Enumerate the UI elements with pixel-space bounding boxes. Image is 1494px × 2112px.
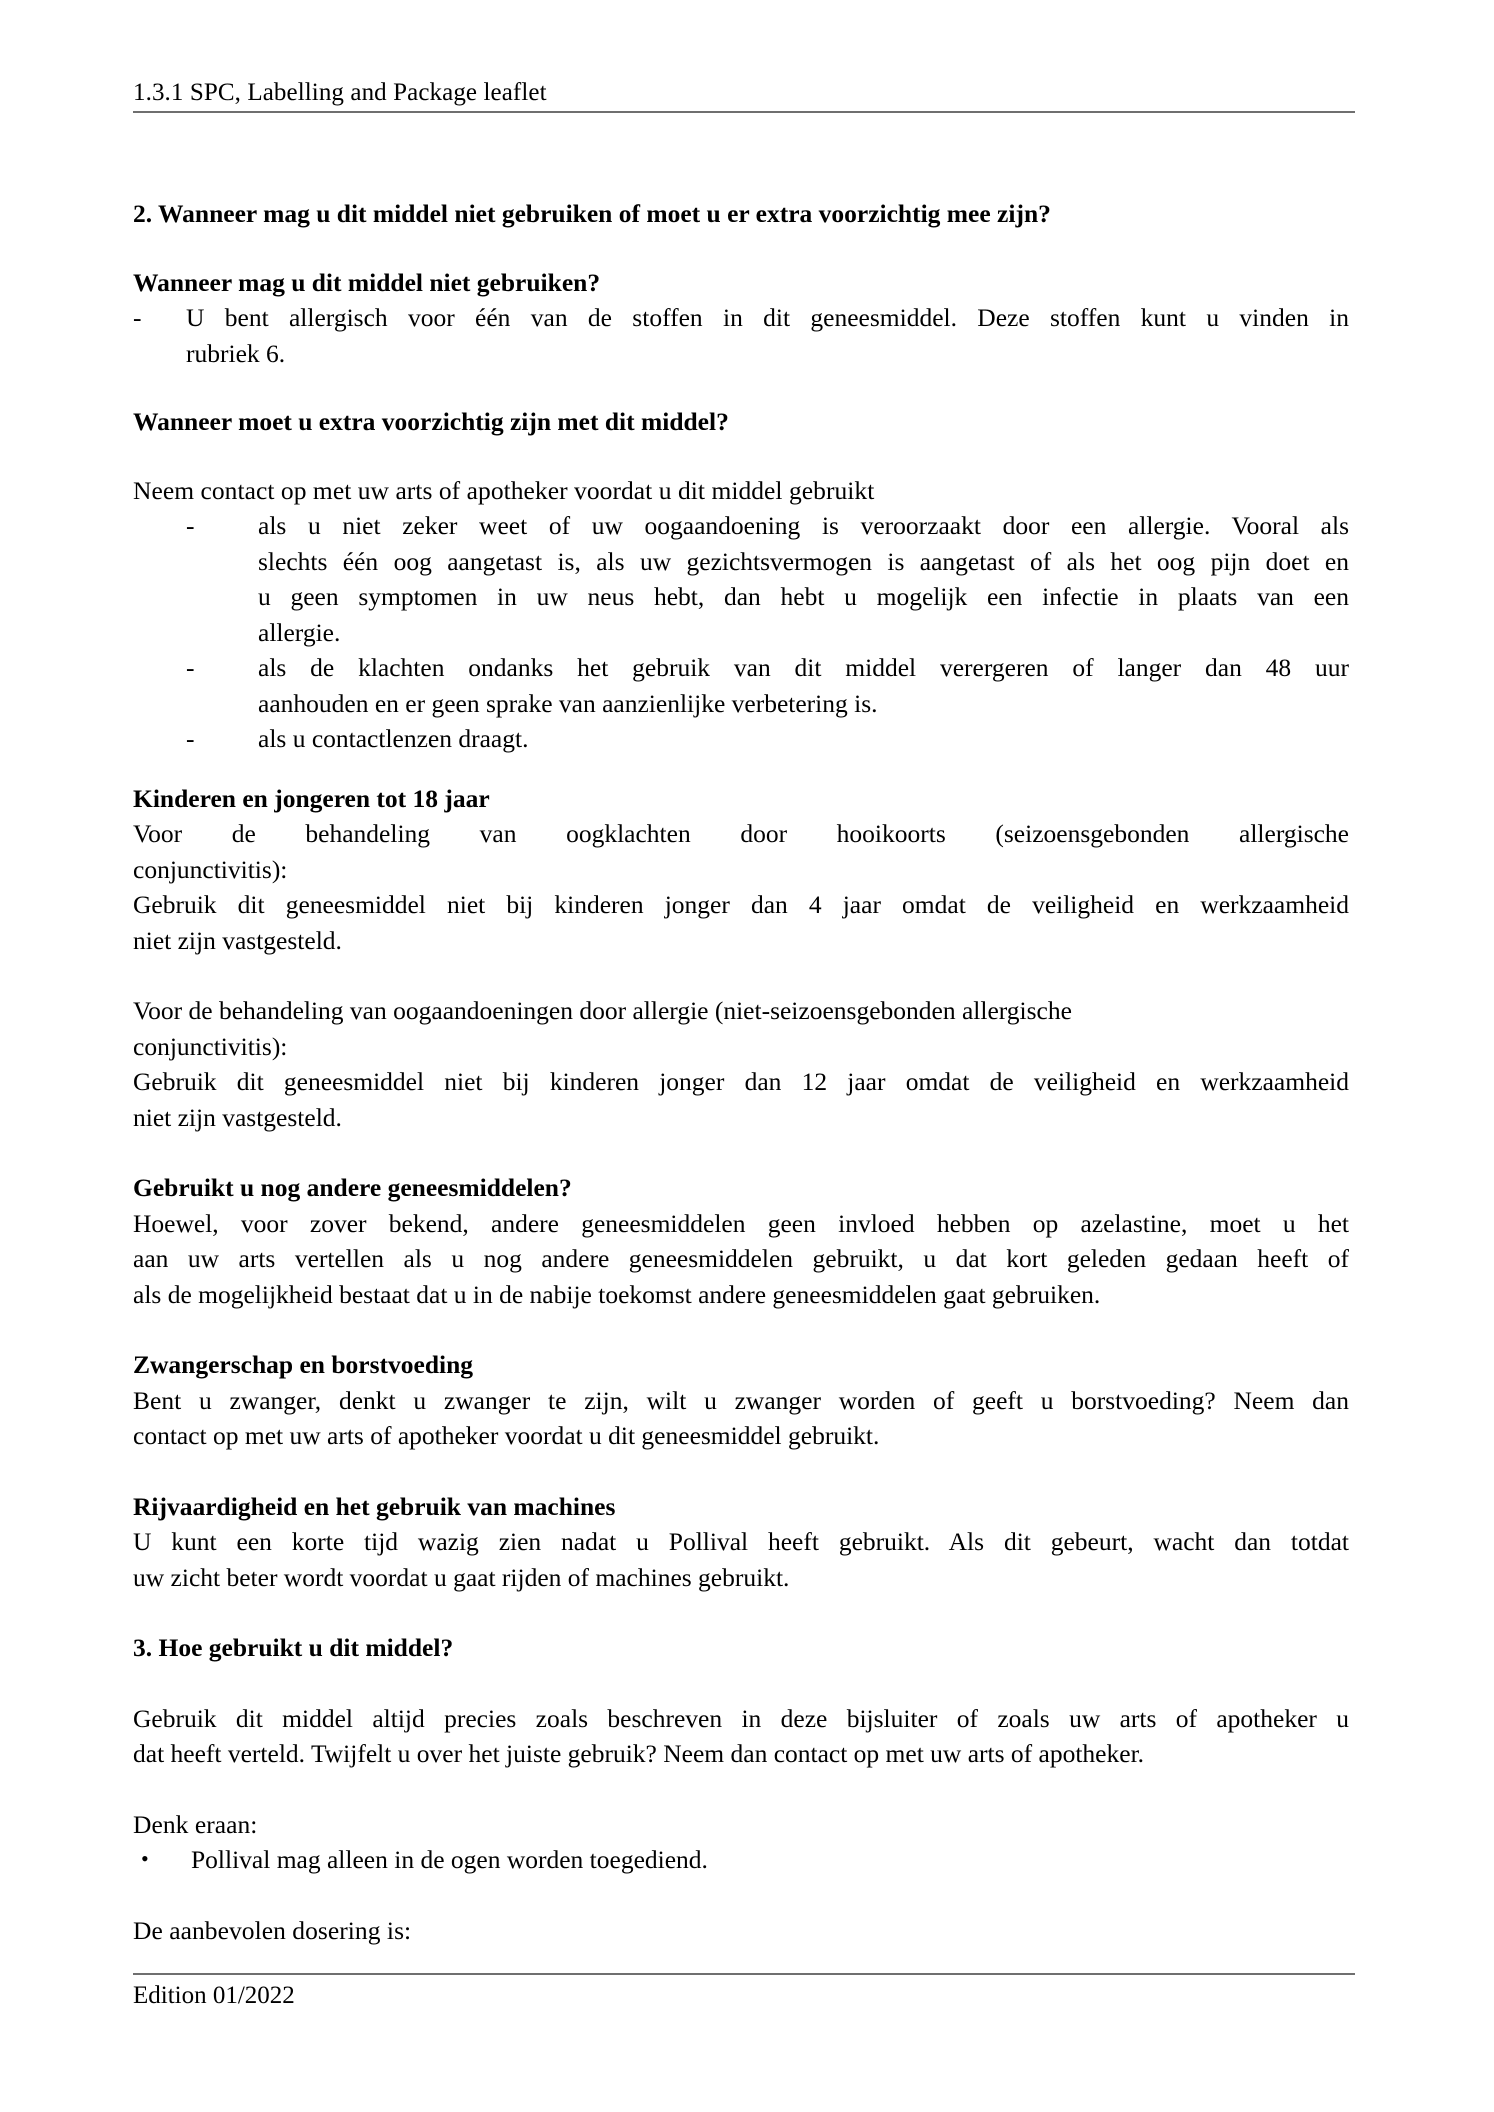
section-2-title: 2. Wanneer mag u dit middel niet gebruiken of moet u er extra voorzichtig mee zijn? xyxy=(133,199,1051,228)
pregnancy-line: Bent u zwanger, denkt u zwanger te zijn, wilt u zwanger worden of geeft u borstvoeding? Neem dan xyxy=(133,1385,1349,1415)
list-item-line: als u niet zeker weet of uw oogaandoening is veroorzaakt door een allergie. Vooral als xyxy=(258,511,1349,540)
use-intro-line: Gebruik dit middel altijd precies zoals beschreven in deze bijsluiter of zoals uw arts of apotheker u xyxy=(133,1703,1349,1733)
list-item xyxy=(186,721,1349,757)
list-item-line: als de klachten ondanks het gebruik van dit middel verergeren of langer dan 48 uur xyxy=(258,653,1349,682)
spacer xyxy=(133,1772,1349,1807)
children-p2-line: Gebruik dit geneesmiddel niet bij kinderen jonger dan 12 jaar omdat de veiligheid en werkzaamheid xyxy=(133,1067,1349,1096)
list-item-line: u geen symptomen in uw neus hebt, dan hebt u mogelijk een infectie in plaats van een xyxy=(258,582,1349,611)
spacer xyxy=(133,1878,1349,1913)
children-p2-line: Voor de behandeling van oogaandoeningen door allergie (niet-seizoensgebonden allergische xyxy=(133,996,1072,1025)
list-item-line: aanhouden en er geen sprake van aanzienlijke verbetering is. xyxy=(258,688,878,718)
spacer xyxy=(133,440,1349,473)
spacer xyxy=(133,1454,1349,1489)
list-item xyxy=(133,1842,1349,1878)
heading-extra-care: Wanneer moet u extra voorzichtig zijn met dit middel? xyxy=(133,407,729,436)
page-footer xyxy=(133,1973,1355,2011)
driving-line: U kunt een korte tijd wazig zien nadat u Pollival heeft gebruikt. Als dit gebeurt, wacht dan totdat xyxy=(133,1527,1349,1556)
children-p2-line: conjunctivitis): xyxy=(133,1031,288,1061)
spacer xyxy=(133,371,1349,404)
dose-intro: De aanbevolen dosering is: xyxy=(133,1915,412,1945)
dash-marker: - xyxy=(186,724,195,753)
spacer xyxy=(133,757,1349,781)
document-body xyxy=(133,196,1349,1948)
contact-intro-paragraph: Neem contact op met uw arts of apotheker voordat u dit middel gebruikt xyxy=(133,475,875,505)
children-p1-line: niet zijn vastgesteld. xyxy=(133,925,342,955)
list-item xyxy=(186,508,1349,650)
list-item xyxy=(186,650,1349,721)
bullet-marker: • xyxy=(141,1846,149,1871)
extra-care-list xyxy=(186,508,1349,757)
other-meds-line: als de mogelijkheid bestaat dat u in de nabije toekomst andere geneesmiddelen gaat gebruiken. xyxy=(133,1279,1101,1309)
edition-label: Edition 01/2022 xyxy=(133,1982,295,2009)
use-intro-line: dat heeft verteld. Twijfelt u over het juiste gebruik? Neem dan contact op met uw arts of apotheker. xyxy=(133,1739,1145,1768)
driving-line: uw zicht beter wordt voordat u gaat rijden of machines gebruikt. xyxy=(133,1562,790,1592)
heading-children: Kinderen en jongeren tot 18 jaar xyxy=(133,783,490,813)
list-item-line: allergie. xyxy=(258,617,341,647)
dash-marker: - xyxy=(186,511,195,540)
not-use-list xyxy=(133,300,1349,371)
children-p1-line: conjunctivitis): xyxy=(133,854,288,884)
spacer xyxy=(133,1312,1349,1347)
heading-when-not-use: Wanneer mag u dit middel niet gebruiken? xyxy=(133,267,601,297)
section-3-title: 3. Hoe gebruikt u dit middel? xyxy=(133,1633,454,1662)
remember-list xyxy=(133,1842,1349,1878)
list-item-line: slechts één oog aangetast is, als uw gezichtsvermogen is aangetast of als het oog pijn doet en xyxy=(258,546,1349,576)
heading-pregnancy: Zwangerschap en borstvoeding xyxy=(133,1350,474,1379)
spacer xyxy=(133,1595,1349,1630)
other-meds-line: aan uw arts vertellen als u nog andere geneesmiddelen gebruikt, u dat kort geleden gedaan heeft of xyxy=(133,1244,1349,1273)
dash-marker: - xyxy=(186,653,195,682)
spacer xyxy=(133,1666,1349,1701)
children-p2-line: niet zijn vastgesteld. xyxy=(133,1102,342,1132)
list-item-line: U bent allergisch voor één van de stoffen in dit geneesmiddel. Deze stoffen kunt u vinden in xyxy=(186,303,1349,332)
footer-divider xyxy=(133,1973,1355,1975)
heading-other-medicines: Gebruikt u nog andere geneesmiddelen? xyxy=(133,1173,572,1202)
spacer xyxy=(133,1135,1349,1170)
list-item xyxy=(133,300,1349,371)
remember-label: Denk eraan: xyxy=(133,1809,258,1839)
spacer xyxy=(133,958,1349,993)
pregnancy-line: contact op met uw arts of apotheker voordat u dit geneesmiddel gebruikt. xyxy=(133,1421,880,1450)
children-p1-line: Gebruik dit geneesmiddel niet bij kinderen jonger dan 4 jaar omdat de veiligheid en werkzaamheid xyxy=(133,890,1349,919)
list-item-line: als u contactlenzen draagt. xyxy=(258,724,529,753)
other-meds-line: Hoewel, voor zover bekend, andere geneesmiddelen geen invloed hebben op azelastine, moet u het xyxy=(133,1208,1349,1238)
list-item-label: Pollival mag alleen in de ogen worden toegediend. xyxy=(191,1845,708,1874)
spacer xyxy=(133,232,1349,265)
header-divider xyxy=(133,111,1355,113)
heading-driving: Rijvaardigheid en het gebruik van machines xyxy=(133,1491,616,1521)
dash-marker: - xyxy=(133,303,142,332)
running-title: 1.3.1 SPC, Labelling and Package leaflet xyxy=(133,79,547,106)
list-item-line: rubriek 6. xyxy=(186,338,286,368)
children-p1-line: Voor de behandeling van oogklachten door hooikoorts (seizoensgebonden allergische xyxy=(133,819,1349,848)
page-header xyxy=(133,78,1355,121)
